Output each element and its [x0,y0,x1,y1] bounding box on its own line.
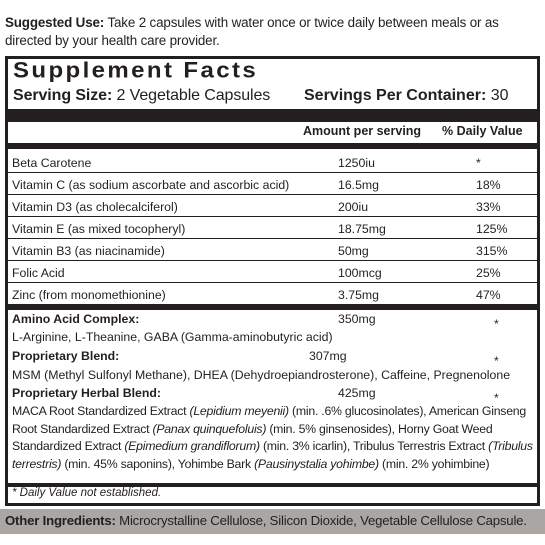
nutrient-name: Vitamin D3 (as cholecalciferol) [12,200,178,214]
herbal-desc-4-latin: (Tribulus terrestris) [12,439,533,471]
proprietary-amount: 307mg [309,349,347,363]
footnote: * Daily Value not established. [12,487,162,499]
nutrient-name: Folic Acid [12,266,65,280]
nutrient-amount: 50mg [338,244,369,258]
other-ingredients-label: Other Ingredients: [5,513,116,528]
serving-size [13,87,270,105]
supplement-facts-panel [5,56,540,506]
servings-value: 30 [486,87,509,104]
nutrient-row [8,196,537,217]
panel-title: Supplement Facts [13,58,259,83]
nutrient-amount: 18.75mg [338,222,386,236]
proprietary-description: MSM (Methyl Sulfonyl Methane), DHEA (Dehydroepiandrosterone), Caffeine, Pregnenolone [12,368,511,382]
nutrient-amount: 200iu [338,200,369,214]
amino-dv: * [494,317,499,331]
herbal-desc-3-latin: (Epimedium grandiflorum) [124,439,260,453]
nutrient-daily-value: 315% [476,244,508,258]
nutrient-name: Vitamin C (as sodium ascorbate and ascorbic acid) [12,178,290,192]
amino-label-text: Amino Acid Complex: [12,312,140,326]
herbal-desc-3: (min. 5% ginsenosides), Horny Goat Weed Standardized Extract [12,421,493,453]
nutrient-amount: 100mcg [338,266,382,280]
serving-size-value: 2 Vegetable Capsules [112,87,271,104]
herbal-desc-1-latin: (Lepidium meyenii) [189,404,289,418]
amino-label [12,312,139,326]
amino-amount: 350mg [338,312,376,326]
header-daily-value: % Daily Value [442,124,523,138]
nutrient-daily-value: 25% [476,266,501,280]
herbal-desc-6: (min. 2% yohimbine) [378,456,490,471]
proprietary-label [12,349,119,363]
proprietary-label-text: Proprietary Blend: [12,349,120,363]
nutrient-name: Vitamin B3 (as niacinamide) [12,244,165,258]
nutrient-amount: 3.75mg [338,288,380,302]
herbal-desc-5: (min. 45% saponins), Yohimbe Bark [61,456,255,471]
other-ingredients [0,509,545,534]
suggested-use-text: Take 2 capsules with water once or twice daily between meals or as directed by your health care provider. [5,15,499,48]
serving-size-label: Serving Size: [13,87,113,104]
suggested-use [5,14,541,50]
nutrient-daily-value: 125% [476,222,508,236]
proprietary-dv: * [494,354,499,368]
nutrient-row [8,284,537,305]
herbal-desc-2-latin: (Panax quinquefoluis) [152,421,267,436]
nutrient-daily-value: 47% [476,288,501,302]
amino-description: L-Arginine, L-Theanine, GABA (Gamma-aminobutyric acid) [12,330,333,344]
herbal-label [12,386,161,400]
nutrient-daily-value: 18% [476,178,501,192]
herbal-amount: 425mg [338,386,376,400]
herbal-label-text: Proprietary Herbal Blend: [12,386,161,400]
servings-per-container [304,87,509,105]
nutrient-row [8,152,537,173]
herbal-dv: * [494,391,499,405]
divider-medium-2 [8,304,537,310]
nutrient-name: Vitamin E (as mixed tocopheryl) [12,222,186,236]
nutrient-daily-value: * [476,156,481,170]
nutrient-name: Zinc (from monomethionine) [12,288,166,302]
herbal-desc-4: (min. 3% icarlin), Tribulus Terrestris Extract [259,439,489,453]
divider-medium [8,143,537,149]
herbal-description [12,403,537,473]
servings-label: Servings Per Container: [304,87,487,104]
other-ingredients-text: Microcrystalline Cellulose, Silicon Dioxide, Vegetable Cellulose Capsule. [115,513,527,528]
nutrient-row [8,218,537,239]
herbal-desc-2: (min. .6% glucosinolates), American Ginseng Root Standardized Extract [12,404,526,436]
header-amount: Amount per serving [303,124,422,138]
nutrient-amount: 1250iu [338,156,375,170]
herbal-desc-1: MACA Root Standardized Extract [12,404,190,418]
nutrient-amount: 16.5mg [338,178,380,192]
nutrient-row [8,174,537,195]
divider-thick [8,109,537,122]
nutrient-name: Beta Carotene [12,156,92,170]
nutrient-daily-value: 33% [476,200,501,214]
nutrient-row [8,240,537,261]
suggested-use-label: Suggested Use: [5,15,105,30]
nutrient-row [8,262,537,283]
herbal-desc-5-latin: (Pausinystalia yohimbe) [254,456,379,471]
